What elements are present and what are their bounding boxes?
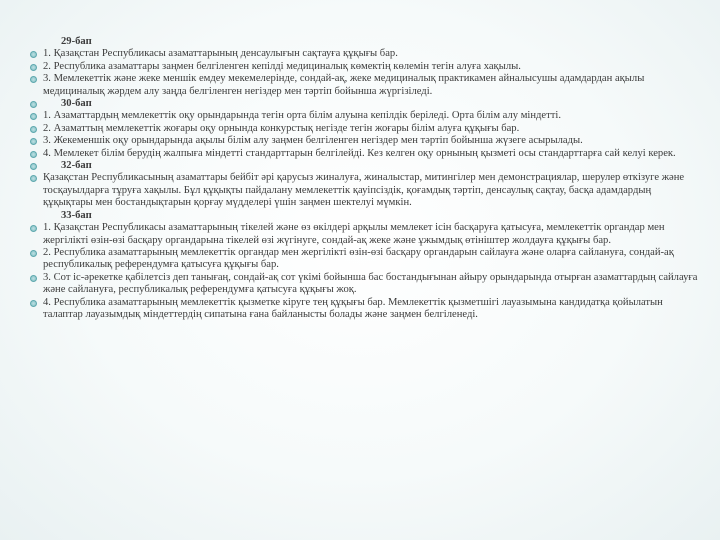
paragraph: Қазақстан Республикасының азаматтары бейбіт әрі қарусыз жиналуға, жиналыстар, митингілер мен демонстрациялар, шерулер өткізуге және тосқауылдарға тұруға хақылы. Бұл құқықты пайдалану мемлекеттік қауіпсіздік, қоғамдық тәртіп, денсаулық сақтау, басқа адамдардың құқықтары мен бостандықтарын қорғау мүдделері үшін заңмен шектелуі мүмкін. — [28, 172, 703, 209]
paragraph: 1. Азаматтардың мемлекеттік оқу орындарында тегін орта білім алуына кепілдік беріледі. Орта білім алу міндетті. — [28, 110, 703, 122]
paragraph: 1. Қазақстан Республикасы азаматтарының денсаулығын сақтауға құқығы бар. — [28, 48, 703, 60]
paragraph: 3. Мемлекеттік және жеке меншік емдеу мекемелерінде, сондай-ақ, жеке медициналық практикамен айналысушы адамдардан ақылы медициналық жәрдем алу заңда белгіленген негіздер мен тәртіп бойынша жүргізіледі. — [28, 73, 703, 98]
paragraph: 3. Сот іс-әрекетке қабілетсіз деп танығаң, сондай-ақ сот үкімі бойынша бас бостандығынан айыру орындарында отырған азаматтардың сайлауға және сайлануға, республикалық референдумға қатысуға құқығы жоқ. — [28, 272, 703, 297]
paragraph: 2. Азаматтың мемлекеттік жоғары оқу орнында конкурстық негізде тегін жоғары білім алуға құқығы бар. — [28, 123, 703, 135]
document-body — [28, 36, 703, 321]
paragraph: 1. Қазақстан Республикасы азаматтарының тікелей және өз өкілдері арқылы мемлекет ісін басқаруға қатысуға, мемлекеттік органдар мен жергілікті өзін-өзі басқару органдарына тікелей өзі жүгінуге, сондай-ақ жеке және ұжымдық өтініштер жолдауға құқығы бар. — [28, 222, 703, 247]
article-heading: 29-бап — [61, 36, 92, 47]
paragraph: 4. Республика азаматтарының мемлекеттік қызметке кіруге тең құқығы бар. Мемлекеттік қызметшігі лауазымына кандидатқа қойылатын талаптар лауазымдық міндеттердің сипатына ғана байланысты болады және заңмен белгіленеді. — [28, 297, 703, 322]
paragraph: 3. Жекеменшік оқу орындарында ақылы білім алу заңмен белгіленген негіздер мен тәртіп бойынша жүзеге асырылады. — [28, 135, 703, 147]
article-heading: 32-бап — [28, 160, 703, 172]
article-heading: 30-бап — [28, 98, 703, 110]
paragraph: 2. Республика азаматтары заңмен белгіленген кепілді медициналық көмектің көлемін тегін алуға хақылы. — [28, 61, 703, 73]
paragraph: 4. Мемлекет білім берудің жалпыға міндетті стандарттарын белгілейді. Кез келген оқу орнының қызметі осы стандарттарға сай келуі керек. — [28, 148, 703, 160]
article-heading: 33-бап — [61, 209, 92, 221]
paragraph: 2. Республика азаматтарының мемлекеттік органдар мен жергілікті өзін-өзі басқару органдарын сайлауға және оларға сайлануға, сондай-ақ республикалық референдумға қатысуға құқығы бар. — [28, 247, 703, 272]
